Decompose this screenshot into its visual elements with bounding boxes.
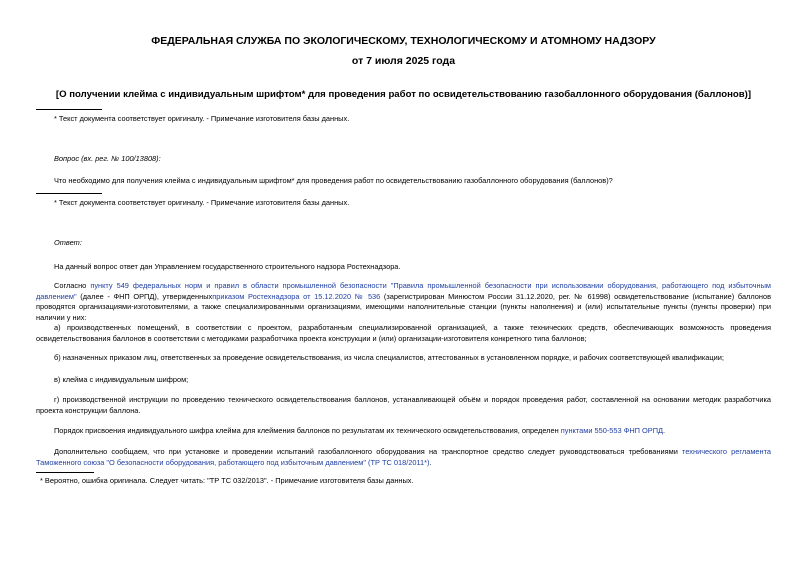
answer-paragraph-3: [36, 447, 771, 468]
item-g: г) производственной инструкции по проведению технического освидетельствования баллонов, устанавливающей объём и порядок проведения работ, составленной на основании методик разработчика проекта конструкции баллона.: [36, 395, 771, 415]
item-b: б) назначенных приказом лиц, ответственных за проведение освидетельствования, из числа специалистов, аттестованных в установленном порядке, и рабочих соответствующей квалификации;: [54, 353, 724, 362]
item-v: в) клейма с индивидуальным шифром;: [54, 375, 189, 384]
p1-text-mid: (далее - ФНП ОРПД), утвержденных: [76, 291, 213, 301]
question-text: Что необходимо для получения клейма с индивидуальным шрифтом* для проведения работ по освидетельствованию газобаллонного оборудования (баллонов)?: [54, 176, 613, 185]
document-date: от 7 июля 2025 года: [351, 55, 456, 67]
answer-paragraph-2: [54, 426, 774, 437]
p1-text-start: Согласно: [54, 281, 91, 290]
p2-text-end: .: [663, 426, 666, 435]
item-a: а) производственных помещений, в соответствии с проектом, разработанным специализированной организацией, а также технических средств, обеспечивающих возможность проведения освидетельствования баллонов в соответствии с методиками разработчика проекта конструкции и (или) организации-изготовителя конкретного типа баллонов;: [36, 323, 771, 343]
footnote-3: * Вероятно, ошибка оригинала. Следует читать: "ТР ТС 032/2013". - Примечание изготовителя базы данных.: [40, 476, 414, 485]
order-536-link[interactable]: приказом Ростехнадзора от 15.12.2020 № 536: [212, 291, 381, 301]
footnote-2: * Текст документа соответствует оригиналу. - Примечание изготовителя базы данных.: [54, 198, 350, 207]
p2-text-start: Порядок присвоения индивидуального шифра клейма для клеймения баллонов по результатам их технического освидетельствования, определен: [54, 426, 561, 435]
document-subject: [О получении клейма с индивидуальным шрифтом* для проведения работ по освидетельствованию газобаллонного оборудования (баллонов)]: [55, 89, 752, 100]
footnote-divider: [36, 109, 102, 110]
p1-text-end: (зарегистрирован Минюстом России 31.12.2020, рег. № 61998) освидетельствование (испытание) баллонов проводятся организациями-изготовителями, а также специализированными организациями, имеющими наполнительные станции (пункты наполнения) и (или) испытательные пункты (пункты проверки) при наличии у них:: [36, 291, 771, 322]
answer-paragraph-1: [36, 281, 771, 323]
tr-ts-018-link[interactable]: технического регламента Таможенного союза "О безопасности оборудования, работающего под избыточным давлением" (ТР ТС 018/2011*): [36, 447, 772, 467]
fnp-orpd-link[interactable]: пункту 549 федеральных норм и правил в области промышленной безопасности "Правила промышленной безопасности при использовании оборудования, работающего под избыточным давлением": [36, 281, 771, 301]
agency-title: ФЕДЕРАЛЬНАЯ СЛУЖБА ПО ЭКОЛОГИЧЕСКОМУ, ТЕХНОЛОГИЧЕСКОМУ И АТОМНОМУ НАДЗОРУ: [151, 35, 656, 47]
points-550-553-link[interactable]: пунктами 550-553 ФНП ОРПД: [560, 426, 664, 435]
answer-label: Ответ:: [54, 238, 82, 247]
footnote-divider: [36, 193, 102, 194]
question-label: Вопрос (вх. рег. № 100/13808):: [54, 154, 161, 163]
p3-text-end: .: [429, 457, 432, 467]
footnote-1: * Текст документа соответствует оригиналу. - Примечание изготовителя базы данных.: [54, 114, 350, 123]
answer-intro: На данный вопрос ответ дан Управлением государственного строительного надзора Ростехнадзора.: [54, 262, 401, 271]
p3-text-start: Дополнительно сообщаем, что при установке и проведении испытаний газобаллонного оборудования на транспортное средство следует руководствоваться требованиями: [54, 447, 683, 456]
footnote-divider: [36, 472, 94, 473]
